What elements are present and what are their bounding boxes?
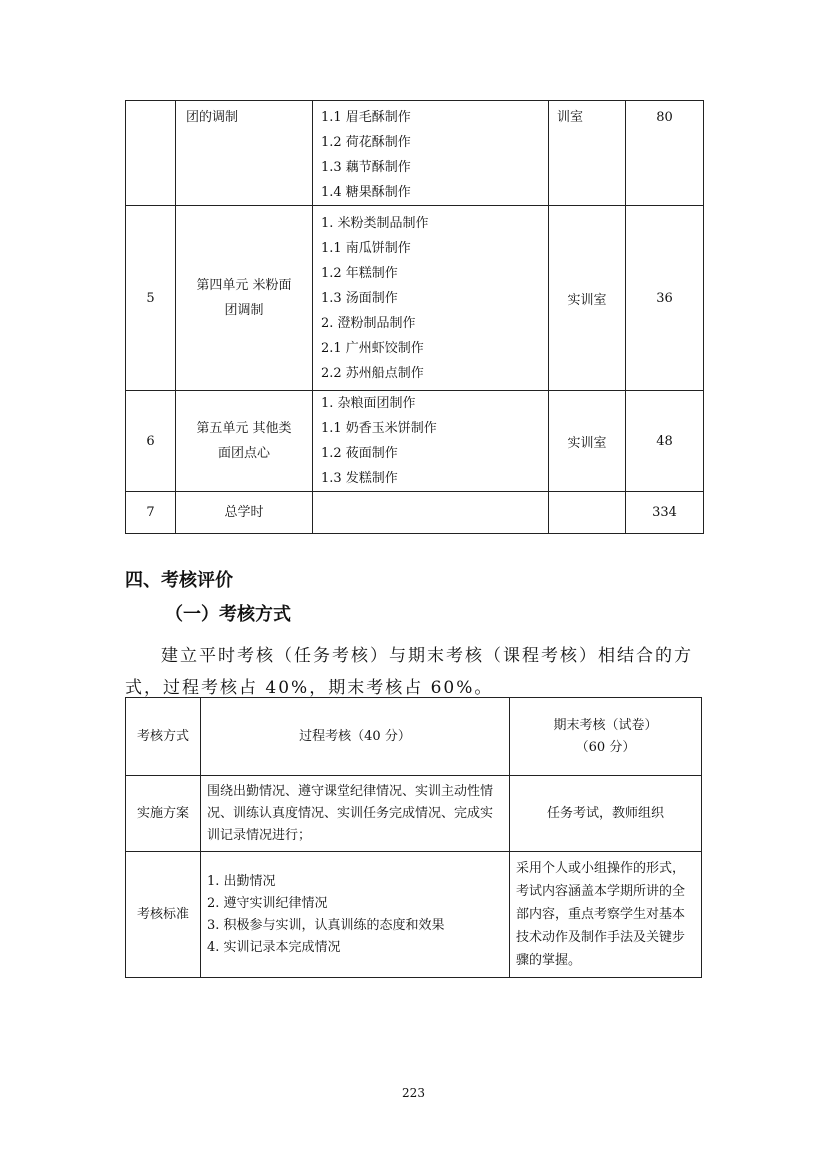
schedule-row <box>126 492 704 534</box>
unit-name <box>176 492 313 534</box>
section-heading: 四、考核评价 <box>125 570 233 591</box>
unit-line: 第四单元 米粉面 <box>196 278 292 293</box>
row-number <box>126 101 176 206</box>
content-line: 1.1 眉毛酥制作 <box>321 110 411 125</box>
content-line: 1.3 汤面制作 <box>321 290 398 306</box>
content-line: 1.3 发糕制作 <box>321 471 398 486</box>
unit-name <box>176 206 313 391</box>
content-line: 1. 杂粮面团制作 <box>321 396 416 411</box>
standard-item: 4. 实训记录本完成情况 <box>207 939 341 955</box>
unit-line: 第五单元 其他类 <box>196 421 292 436</box>
subsection-heading: （一）考核方式 <box>165 604 291 625</box>
venue: 训室 <box>549 101 626 206</box>
schedule-row <box>126 101 704 206</box>
plan-final: 任务考试，教师组织 <box>510 776 702 852</box>
header-method: 考核方式 <box>126 698 201 776</box>
hours: 334 <box>626 492 704 534</box>
venue: 实训室 <box>549 391 626 492</box>
schedule-row <box>126 206 704 391</box>
unit-name <box>176 391 313 492</box>
header-process: 过程考核（40 分） <box>201 698 510 776</box>
standard-process <box>201 852 510 978</box>
page-number: 223 <box>402 1086 425 1100</box>
content-line: 1.3 藕节酥制作 <box>321 160 411 175</box>
row-number: 5 <box>126 206 176 391</box>
row-number: 6 <box>126 391 176 492</box>
plan-label: 实施方案 <box>126 776 201 852</box>
standard-item: 2. 遵守实训纪律情况 <box>207 895 328 911</box>
venue <box>549 492 626 534</box>
content-line: 2.1 广州虾饺制作 <box>321 340 424 356</box>
assessment-header-row <box>126 698 702 776</box>
unit-line: 总学时 <box>224 505 264 520</box>
unit-content <box>313 391 549 492</box>
header-final <box>510 698 702 776</box>
unit-content <box>313 492 549 534</box>
content-line: 1. 米粉类制品制作 <box>321 215 429 231</box>
hours: 80 <box>626 101 704 206</box>
venue: 实训室 <box>549 206 626 391</box>
content-line: 1.4 糖果酥制作 <box>321 185 411 200</box>
unit-line: 面团点心 <box>217 446 270 461</box>
header-final-line2: （60 分） <box>575 739 636 755</box>
unit-content <box>313 206 549 391</box>
content-line: 1.2 莜面制作 <box>321 446 398 461</box>
plan-row <box>126 776 702 852</box>
assessment-table <box>125 697 702 978</box>
row-number: 7 <box>126 492 176 534</box>
unit-line: 团调制 <box>224 303 264 318</box>
standard-item: 3. 积极参与实训，认真训练的态度和效果 <box>207 917 445 933</box>
unit-name <box>176 101 313 206</box>
content-line: 2.2 苏州船点制作 <box>321 365 424 381</box>
standard-final: 采用个人或小组操作的形式，考试内容涵盖本学期所讲的全部内容，重点考察学生对基本技术动作及制作手法及关键步骤的掌握。 <box>510 852 702 978</box>
hours: 48 <box>626 391 704 492</box>
header-final-line1: 期末考核（试卷） <box>553 717 658 733</box>
content-line: 1.1 南瓜饼制作 <box>321 240 411 256</box>
standard-label: 考核标准 <box>126 852 201 978</box>
content-line: 1.2 荷花酥制作 <box>321 135 411 150</box>
unit-line: 团的调制 <box>186 110 239 125</box>
schedule-table <box>125 100 704 534</box>
content-line: 1.1 奶香玉米饼制作 <box>321 421 437 436</box>
unit-content <box>313 101 549 206</box>
schedule-row <box>126 391 704 492</box>
content-line: 2. 澄粉制品制作 <box>321 315 416 331</box>
intro-paragraph: 建立平时考核（任务考核）与期末考核（课程考核）相结合的方式，过程考核占 40%，期末考核占 60%。 <box>125 646 693 698</box>
plan-process: 围绕出勤情况、遵守课堂纪律情况、实训主动性情况、训练认真度情况、实训任务完成情况、完成实训记录情况进行； <box>201 776 510 852</box>
standard-item: 1. 出勤情况 <box>207 873 276 889</box>
content-line: 1.2 年糕制作 <box>321 265 398 281</box>
hours: 36 <box>626 206 704 391</box>
standard-row <box>126 852 702 978</box>
